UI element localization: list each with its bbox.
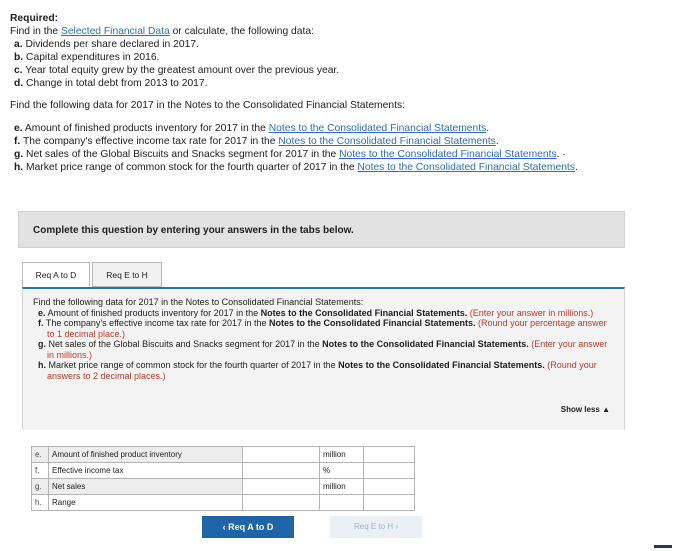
row-unit: million [320, 479, 364, 495]
panel-item-f [33, 318, 614, 339]
notes-link[interactable]: Notes to the Consolidated Financial Statements [357, 162, 575, 173]
requirement-text: Change in total debt from 2013 to 2017. [26, 78, 208, 89]
row-label: Net sales [49, 479, 243, 495]
row-unit: % [320, 463, 364, 479]
panel-item-e [33, 308, 614, 319]
prev-tab-button[interactable] [202, 516, 294, 538]
requirement-text: Capital expenditures in 2016. [26, 52, 160, 63]
required-heading: Required: [10, 13, 59, 24]
requirement-e [10, 122, 690, 135]
table-row [32, 495, 415, 511]
table-row [32, 447, 415, 463]
panel-item-letter: g. [38, 339, 46, 349]
chevron-right-icon: › [395, 522, 399, 531]
next-tab-label: Req E to H [353, 522, 394, 531]
panel-intro: Find the following data for 2017 in the Notes to Consolidated Financial Statements: [33, 297, 364, 307]
intro-prefix: Find in the [10, 26, 61, 37]
finished-inventory-extra-input[interactable] [364, 447, 415, 463]
next-tab-button [330, 516, 422, 538]
requirement-text: The company's effective income tax rate for 2017 in the [22, 136, 279, 147]
requirement-g [10, 148, 690, 161]
requirement-letter: c. [14, 65, 23, 76]
show-less-toggle[interactable]: Show less ▲ [560, 405, 610, 414]
panel-item-bold: Notes to the Consolidated Financial Statements. [338, 360, 545, 370]
table-row [32, 463, 415, 479]
requirement-b [10, 51, 690, 64]
requirement-text: Year total equity grew by the greatest amount over the previous year. [25, 65, 340, 76]
net-sales-extra-input[interactable] [364, 479, 415, 495]
selected-financial-data-link[interactable]: Selected Financial Data [60, 26, 170, 37]
panel-item-letter: f. [38, 318, 44, 328]
panel-item-text: The company's effective income tax rate for 2017 in the [45, 318, 270, 328]
row-unit [320, 495, 364, 511]
notes-list [10, 122, 690, 174]
requirement-d [10, 77, 690, 90]
footer-mark [654, 545, 672, 548]
requirement-text: Dividends per share declared in 2017. [25, 39, 199, 50]
panel-item-text: Market price range of common stock for the fourth quarter of 2017 in the [48, 360, 339, 370]
row-label: Amount of finished product inventory [49, 447, 243, 463]
range-low-input[interactable] [243, 495, 320, 511]
row-letter: f. [32, 463, 49, 479]
notes-link[interactable]: Notes to the Consolidated Financial Statements [268, 123, 487, 134]
notes-intro: Find the following data for 2017 in the Notes to the Consolidated Financial Statements: [10, 100, 405, 111]
finished-inventory-input[interactable] [243, 447, 320, 463]
table-row [32, 479, 415, 495]
panel-item-bold: Notes to the Consolidated Financial Statements. [269, 318, 476, 328]
panel-item-letter: e. [38, 307, 46, 318]
panel-item-bold: Notes to the Consolidated Financial Statements. [260, 307, 468, 318]
chevron-left-icon: ‹ [222, 522, 226, 532]
row-label: Range [49, 495, 243, 511]
requirement-letter: d. [14, 78, 24, 89]
answer-table [31, 446, 415, 511]
instructions-banner: Complete this question by entering your answers in the tabs below. [18, 211, 625, 248]
requirement-end: . [486, 123, 490, 134]
requirement-letter: a. [14, 39, 23, 50]
row-letter: g. [32, 479, 49, 495]
panel-item-note: (Enter your answer in millions.) [47, 339, 608, 360]
panel-item-text: Amount of finished products inventory for 2017 in the [47, 307, 261, 318]
question-panel [22, 287, 625, 430]
range-high-input[interactable] [364, 495, 415, 511]
row-unit: million [320, 447, 364, 463]
panel-item-text: Net sales of the Global Biscuits and Snacks segment for 2017 in the [48, 339, 323, 349]
required-intro [10, 25, 690, 38]
panel-item-h [33, 360, 614, 381]
row-label: Effective income tax [49, 463, 243, 479]
tab-req-e-to-h[interactable]: Req E to H [92, 262, 162, 287]
tab-req-a-to-d[interactable]: Req A to D [22, 262, 90, 287]
net-sales-input[interactable] [243, 479, 320, 495]
notes-link[interactable]: Notes to the Consolidated Financial Statements [278, 136, 496, 147]
prev-tab-label: Req A to D [228, 522, 274, 532]
intro-suffix: or calculate, the following data: [169, 26, 314, 37]
requirement-letter: b. [14, 52, 24, 63]
row-letter: e. [32, 447, 49, 463]
requirement-a [10, 38, 690, 51]
panel-item-g [33, 339, 614, 360]
requirement-letter: h. [14, 162, 24, 173]
panel-item-note: (Round your percentage answer to 1 decimal place.) [47, 318, 607, 339]
notes-link[interactable]: Notes to the Consolidated Financial Statements [339, 149, 557, 160]
requirement-end: . · [556, 149, 566, 160]
requirement-text: Market price range of common stock for the fourth quarter of 2017 in the [26, 162, 358, 173]
panel-item-bold: Notes to the Consolidated Financial Statements. [322, 339, 529, 349]
panel-item-note: (Round your answers to 2 decimal places.) [47, 360, 597, 381]
requirement-letter: g. [14, 149, 24, 160]
effective-tax-extra-input[interactable] [364, 463, 415, 479]
requirement-letter: f. [14, 136, 21, 147]
requirements-section [10, 12, 690, 174]
requirement-c [10, 64, 690, 77]
panel-item-note: (Enter your answer in millions.) [467, 307, 594, 318]
row-letter: h. [32, 495, 49, 511]
requirement-text: Amount of finished products inventory for 2017 in the [24, 123, 269, 134]
requirement-h [10, 161, 690, 174]
panel-item-letter: h. [38, 360, 46, 370]
requirement-end: . [574, 162, 578, 173]
requirement-letter: e. [14, 123, 23, 134]
requirement-text: Net sales of the Global Biscuits and Snacks segment for 2017 in the [26, 149, 340, 160]
requirement-end: . [495, 136, 499, 147]
effective-tax-input[interactable] [243, 463, 320, 479]
requirement-f [10, 135, 690, 148]
